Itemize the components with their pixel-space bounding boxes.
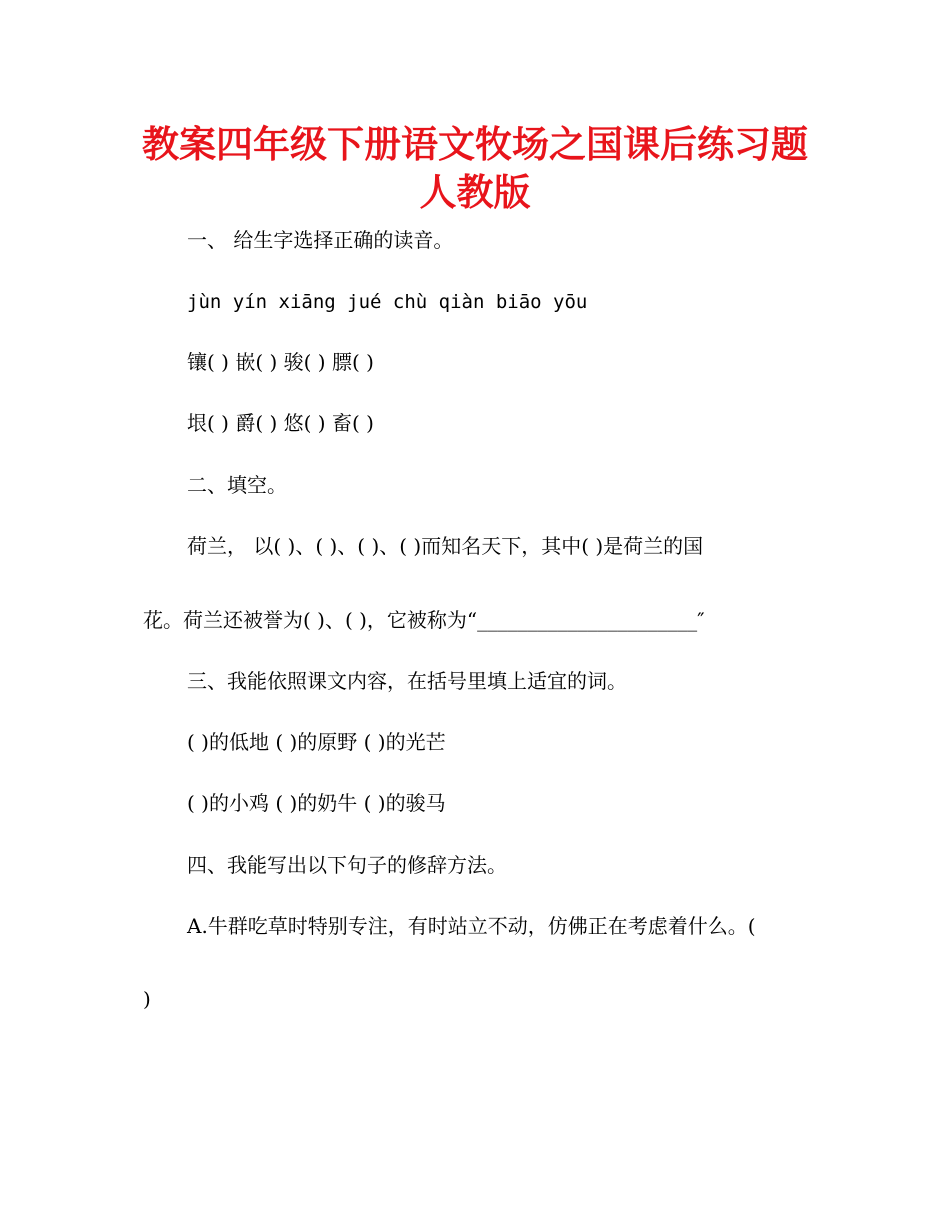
document-title-line1: 教案四年级下册语文牧场之国课后练习题 <box>142 123 808 166</box>
phrase-row-2: ( )的小鸡 ( )的奶牛 ( )的骏马 <box>187 791 446 815</box>
chars-row-2: 垠( ) 爵( ) 悠( ) 畜( ) <box>187 411 374 435</box>
pinyin-line: jùn yín xiāng jué chù qiàn biāo yōu <box>187 291 588 313</box>
section1-heading: 一、 给生字选择正确的读音。 <box>187 228 454 252</box>
sentence-a-line-2: ) <box>143 987 151 1011</box>
fill-in-line-2: 花。荷兰还被誉为( )、( )，它被称为“______________________″ <box>143 608 705 632</box>
section3-heading: 三、我能依照课文内容，在括号里填上适宜的词。 <box>187 669 627 693</box>
chars-row-1: 镶( ) 嵌( ) 骏( ) 膘( ) <box>187 350 374 374</box>
document-title-line2: 人教版 <box>419 171 531 214</box>
fill-in-line-1: 荷兰， 以( )、( )、( )、( )而知名天下，其中( )是荷兰的国 <box>187 534 704 558</box>
sentence-a-line-1: A.牛群吃草时特别专注，有时站立不动，仿佛正在考虑着什么。( <box>187 914 756 938</box>
section4-heading: 四、我能写出以下句子的修辞方法。 <box>187 853 507 877</box>
phrase-row-1: ( )的低地 ( )的原野 ( )的光芒 <box>187 730 446 754</box>
section2-heading: 二、填空。 <box>187 473 287 497</box>
